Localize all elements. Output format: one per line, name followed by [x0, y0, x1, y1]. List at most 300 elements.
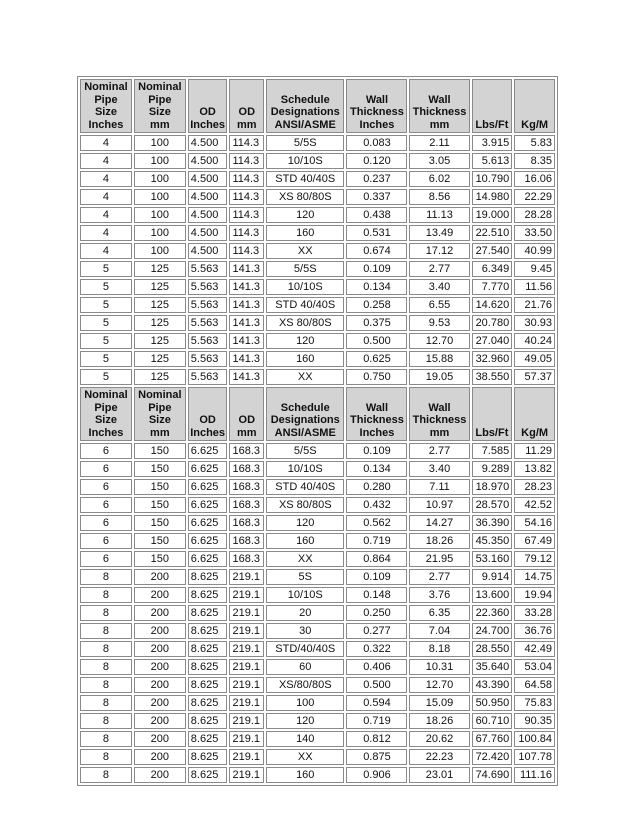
cell-schedule: 10/10S [266, 587, 344, 603]
cell-kg-m: 75.83 [514, 695, 555, 711]
cell-nps-inches: 4 [80, 243, 132, 259]
cell-nps-inches: 8 [80, 713, 132, 729]
cell-nps-inches: 6 [80, 551, 132, 567]
cell-lbs-ft: 9.914 [472, 569, 513, 585]
cell-lbs-ft: 20.780 [472, 315, 513, 331]
cell-wall-inches: 0.109 [346, 443, 407, 459]
cell-od-mm: 141.3 [229, 333, 264, 349]
cell-nps-inches: 8 [80, 569, 132, 585]
cell-wall-inches: 0.500 [346, 333, 407, 349]
table-row [80, 569, 555, 585]
cell-lbs-ft: 22.510 [472, 225, 513, 241]
cell-schedule: 10/10S [266, 153, 344, 169]
cell-schedule: 120 [266, 515, 344, 531]
table-row [80, 171, 555, 187]
cell-nps-inches: 8 [80, 641, 132, 657]
cell-wall-mm: 20.62 [409, 731, 469, 747]
cell-lbs-ft: 36.390 [472, 515, 513, 531]
cell-od-mm: 168.3 [229, 515, 264, 531]
table-row [80, 659, 555, 675]
cell-wall-inches: 0.134 [346, 461, 407, 477]
cell-wall-mm: 2.77 [409, 443, 469, 459]
cell-nps-mm: 100 [134, 153, 186, 169]
cell-lbs-ft: 9.289 [472, 461, 513, 477]
cell-schedule: XS 80/80S [266, 315, 344, 331]
cell-kg-m: 53.04 [514, 659, 555, 675]
cell-nps-mm: 200 [134, 641, 186, 657]
column-header-od-inches: OD Inches [188, 79, 228, 133]
cell-wall-inches: 0.322 [346, 641, 407, 657]
cell-kg-m: 36.76 [514, 623, 555, 639]
table-row [80, 279, 555, 295]
cell-od-inches: 5.563 [188, 261, 228, 277]
cell-lbs-ft: 60.710 [472, 713, 513, 729]
cell-wall-inches: 0.864 [346, 551, 407, 567]
cell-schedule: XS 80/80S [266, 189, 344, 205]
cell-nps-inches: 8 [80, 749, 132, 765]
cell-wall-mm: 2.77 [409, 261, 469, 277]
cell-od-inches: 6.625 [188, 461, 228, 477]
cell-od-inches: 4.500 [188, 225, 228, 241]
table-row [80, 497, 555, 513]
column-header-kg-m: Kg/M [514, 79, 555, 133]
cell-nps-mm: 100 [134, 189, 186, 205]
cell-nps-mm: 200 [134, 605, 186, 621]
table-row [80, 369, 555, 385]
table-row [80, 333, 555, 349]
column-header-nps-mm: Nominal Pipe Size mm [134, 387, 186, 441]
cell-wall-mm: 6.55 [409, 297, 469, 313]
cell-od-inches: 5.563 [188, 333, 228, 349]
cell-lbs-ft: 43.390 [472, 677, 513, 693]
cell-schedule: 100 [266, 695, 344, 711]
cell-od-inches: 8.625 [188, 659, 228, 675]
cell-od-inches: 6.625 [188, 551, 228, 567]
cell-od-mm: 219.1 [229, 641, 264, 657]
column-header-od-inches: OD Inches [188, 387, 228, 441]
table-row [80, 587, 555, 603]
cell-schedule: 30 [266, 623, 344, 639]
cell-od-mm: 168.3 [229, 461, 264, 477]
column-header-nps-inches: Nominal Pipe Size Inches [80, 79, 132, 133]
cell-nps-inches: 4 [80, 135, 132, 151]
cell-nps-inches: 8 [80, 605, 132, 621]
cell-nps-mm: 200 [134, 731, 186, 747]
cell-lbs-ft: 6.349 [472, 261, 513, 277]
cell-wall-mm: 19.05 [409, 369, 469, 385]
cell-wall-mm: 7.04 [409, 623, 469, 639]
cell-od-mm: 141.3 [229, 261, 264, 277]
column-header-wall-mm: Wall Thickness mm [409, 79, 469, 133]
cell-schedule: 5/5S [266, 443, 344, 459]
cell-od-inches: 8.625 [188, 605, 228, 621]
cell-wall-inches: 0.406 [346, 659, 407, 675]
cell-od-mm: 114.3 [229, 135, 264, 151]
cell-wall-inches: 0.258 [346, 297, 407, 313]
cell-nps-inches: 6 [80, 461, 132, 477]
cell-kg-m: 16.06 [514, 171, 555, 187]
cell-kg-m: 42.52 [514, 497, 555, 513]
cell-kg-m: 49.05 [514, 351, 555, 367]
cell-wall-mm: 22.23 [409, 749, 469, 765]
cell-kg-m: 21.76 [514, 297, 555, 313]
cell-od-mm: 114.3 [229, 225, 264, 241]
table-row [80, 749, 555, 765]
cell-nps-inches: 5 [80, 297, 132, 313]
cell-od-mm: 219.1 [229, 677, 264, 693]
cell-schedule: 10/10S [266, 279, 344, 295]
cell-kg-m: 13.82 [514, 461, 555, 477]
cell-schedule: STD 40/40S [266, 171, 344, 187]
table-row [80, 623, 555, 639]
cell-schedule: XX [266, 369, 344, 385]
cell-lbs-ft: 22.360 [472, 605, 513, 621]
cell-kg-m: 8.35 [514, 153, 555, 169]
cell-wall-inches: 0.109 [346, 569, 407, 585]
cell-wall-mm: 12.70 [409, 333, 469, 349]
header-row [80, 79, 555, 133]
cell-nps-inches: 8 [80, 659, 132, 675]
cell-lbs-ft: 38.550 [472, 369, 513, 385]
table-row [80, 479, 555, 495]
cell-od-inches: 6.625 [188, 515, 228, 531]
cell-wall-mm: 8.18 [409, 641, 469, 657]
cell-od-mm: 219.1 [229, 623, 264, 639]
cell-od-inches: 4.500 [188, 153, 228, 169]
cell-wall-mm: 3.05 [409, 153, 469, 169]
cell-nps-mm: 150 [134, 497, 186, 513]
cell-od-mm: 114.3 [229, 153, 264, 169]
column-header-wall-inches: Wall Thickness Inches [346, 79, 407, 133]
cell-lbs-ft: 53.160 [472, 551, 513, 567]
cell-kg-m: 64.58 [514, 677, 555, 693]
cell-wall-inches: 0.432 [346, 497, 407, 513]
cell-od-mm: 141.3 [229, 315, 264, 331]
cell-nps-inches: 6 [80, 443, 132, 459]
cell-od-inches: 8.625 [188, 569, 228, 585]
cell-nps-mm: 200 [134, 677, 186, 693]
table-row [80, 189, 555, 205]
cell-lbs-ft: 24.700 [472, 623, 513, 639]
cell-wall-inches: 0.531 [346, 225, 407, 241]
cell-schedule: XS/80/80S [266, 677, 344, 693]
cell-od-mm: 141.3 [229, 369, 264, 385]
cell-od-inches: 6.625 [188, 533, 228, 549]
cell-nps-mm: 200 [134, 569, 186, 585]
cell-kg-m: 33.28 [514, 605, 555, 621]
cell-nps-inches: 5 [80, 315, 132, 331]
cell-od-mm: 114.3 [229, 189, 264, 205]
table-row [80, 315, 555, 331]
column-header-kg-m: Kg/M [514, 387, 555, 441]
cell-wall-mm: 18.26 [409, 713, 469, 729]
cell-wall-inches: 0.875 [346, 749, 407, 765]
cell-lbs-ft: 7.585 [472, 443, 513, 459]
cell-lbs-ft: 14.980 [472, 189, 513, 205]
cell-nps-mm: 150 [134, 443, 186, 459]
cell-nps-inches: 8 [80, 695, 132, 711]
cell-od-inches: 4.500 [188, 243, 228, 259]
cell-wall-inches: 0.277 [346, 623, 407, 639]
cell-schedule: 5/5S [266, 135, 344, 151]
table-row [80, 207, 555, 223]
cell-lbs-ft: 28.550 [472, 641, 513, 657]
cell-wall-inches: 0.906 [346, 767, 407, 783]
table-row [80, 243, 555, 259]
table-row [80, 225, 555, 241]
cell-od-inches: 4.500 [188, 207, 228, 223]
cell-od-mm: 219.1 [229, 767, 264, 783]
cell-kg-m: 11.56 [514, 279, 555, 295]
cell-wall-inches: 0.280 [346, 479, 407, 495]
cell-kg-m: 30.93 [514, 315, 555, 331]
cell-od-inches: 8.625 [188, 677, 228, 693]
cell-nps-mm: 150 [134, 479, 186, 495]
cell-wall-inches: 0.237 [346, 171, 407, 187]
column-header-lbs-ft: Lbs/Ft [472, 387, 513, 441]
table-row [80, 767, 555, 783]
cell-nps-inches: 5 [80, 279, 132, 295]
cell-nps-mm: 100 [134, 225, 186, 241]
cell-kg-m: 100.84 [514, 731, 555, 747]
cell-od-inches: 8.625 [188, 731, 228, 747]
cell-nps-inches: 8 [80, 731, 132, 747]
cell-lbs-ft: 50.950 [472, 695, 513, 711]
cell-wall-inches: 0.625 [346, 351, 407, 367]
cell-nps-mm: 150 [134, 461, 186, 477]
cell-kg-m: 57.37 [514, 369, 555, 385]
cell-nps-mm: 125 [134, 297, 186, 313]
cell-od-inches: 4.500 [188, 189, 228, 205]
cell-schedule: 10/10S [266, 461, 344, 477]
cell-wall-mm: 3.40 [409, 279, 469, 295]
cell-nps-mm: 125 [134, 279, 186, 295]
cell-schedule: XX [266, 243, 344, 259]
cell-wall-mm: 12.70 [409, 677, 469, 693]
cell-schedule: 5/5S [266, 261, 344, 277]
cell-od-mm: 141.3 [229, 351, 264, 367]
cell-od-mm: 141.3 [229, 297, 264, 313]
cell-wall-mm: 23.01 [409, 767, 469, 783]
cell-wall-inches: 0.594 [346, 695, 407, 711]
cell-schedule: 140 [266, 731, 344, 747]
cell-nps-inches: 6 [80, 497, 132, 513]
column-header-lbs-ft: Lbs/Ft [472, 79, 513, 133]
cell-kg-m: 33.50 [514, 225, 555, 241]
cell-od-mm: 219.1 [229, 713, 264, 729]
cell-lbs-ft: 19.000 [472, 207, 513, 223]
cell-od-inches: 6.625 [188, 479, 228, 495]
cell-od-inches: 8.625 [188, 623, 228, 639]
table-row [80, 533, 555, 549]
cell-nps-mm: 150 [134, 551, 186, 567]
cell-kg-m: 5.83 [514, 135, 555, 151]
cell-kg-m: 19.94 [514, 587, 555, 603]
cell-kg-m: 22.29 [514, 189, 555, 205]
cell-lbs-ft: 7.770 [472, 279, 513, 295]
cell-od-inches: 4.500 [188, 171, 228, 187]
table-row [80, 135, 555, 151]
table-row [80, 605, 555, 621]
cell-od-inches: 8.625 [188, 587, 228, 603]
cell-lbs-ft: 13.600 [472, 587, 513, 603]
cell-wall-mm: 7.11 [409, 479, 469, 495]
cell-od-mm: 114.3 [229, 207, 264, 223]
cell-lbs-ft: 32.960 [472, 351, 513, 367]
cell-od-mm: 219.1 [229, 749, 264, 765]
cell-od-mm: 219.1 [229, 587, 264, 603]
cell-nps-inches: 6 [80, 515, 132, 531]
cell-nps-mm: 125 [134, 333, 186, 349]
column-header-od-mm: OD mm [229, 387, 264, 441]
table-row [80, 297, 555, 313]
cell-wall-inches: 0.337 [346, 189, 407, 205]
cell-nps-inches: 5 [80, 351, 132, 367]
cell-wall-mm: 6.02 [409, 171, 469, 187]
cell-od-mm: 168.3 [229, 497, 264, 513]
cell-kg-m: 40.99 [514, 243, 555, 259]
cell-schedule: 160 [266, 767, 344, 783]
cell-schedule: XX [266, 749, 344, 765]
cell-od-inches: 8.625 [188, 767, 228, 783]
cell-lbs-ft: 67.760 [472, 731, 513, 747]
cell-od-mm: 168.3 [229, 479, 264, 495]
cell-nps-inches: 4 [80, 207, 132, 223]
cell-wall-mm: 3.40 [409, 461, 469, 477]
cell-nps-inches: 6 [80, 533, 132, 549]
cell-nps-inches: 4 [80, 189, 132, 205]
table-row [80, 677, 555, 693]
cell-schedule: STD 40/40S [266, 479, 344, 495]
cell-nps-mm: 200 [134, 587, 186, 603]
cell-lbs-ft: 18.970 [472, 479, 513, 495]
cell-nps-mm: 100 [134, 171, 186, 187]
column-header-schedule: Schedule Designations ANSI/ASME [266, 387, 344, 441]
cell-nps-mm: 200 [134, 767, 186, 783]
cell-nps-inches: 5 [80, 261, 132, 277]
cell-kg-m: 28.23 [514, 479, 555, 495]
cell-wall-mm: 3.76 [409, 587, 469, 603]
table-row [80, 551, 555, 567]
cell-schedule: 60 [266, 659, 344, 675]
cell-nps-mm: 100 [134, 243, 186, 259]
table-row [80, 443, 555, 459]
cell-schedule: 160 [266, 533, 344, 549]
table-row [80, 461, 555, 477]
cell-od-mm: 219.1 [229, 659, 264, 675]
cell-od-mm: 141.3 [229, 279, 264, 295]
cell-schedule: STD/40/40S [266, 641, 344, 657]
cell-wall-mm: 6.35 [409, 605, 469, 621]
cell-nps-inches: 8 [80, 587, 132, 603]
cell-od-inches: 5.563 [188, 369, 228, 385]
cell-nps-mm: 150 [134, 533, 186, 549]
cell-wall-inches: 0.500 [346, 677, 407, 693]
cell-kg-m: 107.78 [514, 749, 555, 765]
cell-kg-m: 111.16 [514, 767, 555, 783]
cell-lbs-ft: 27.540 [472, 243, 513, 259]
cell-lbs-ft: 27.040 [472, 333, 513, 349]
cell-nps-inches: 8 [80, 677, 132, 693]
cell-wall-inches: 0.674 [346, 243, 407, 259]
table-row [80, 731, 555, 747]
table-row [80, 351, 555, 367]
cell-od-mm: 219.1 [229, 695, 264, 711]
cell-lbs-ft: 72.420 [472, 749, 513, 765]
cell-wall-mm: 10.97 [409, 497, 469, 513]
cell-wall-inches: 0.750 [346, 369, 407, 385]
cell-kg-m: 54.16 [514, 515, 555, 531]
cell-kg-m: 79.12 [514, 551, 555, 567]
cell-nps-mm: 100 [134, 135, 186, 151]
cell-nps-mm: 125 [134, 261, 186, 277]
cell-wall-inches: 0.250 [346, 605, 407, 621]
cell-nps-mm: 125 [134, 315, 186, 331]
cell-lbs-ft: 35.640 [472, 659, 513, 675]
cell-nps-inches: 6 [80, 479, 132, 495]
cell-od-mm: 168.3 [229, 551, 264, 567]
cell-nps-inches: 8 [80, 623, 132, 639]
cell-od-mm: 219.1 [229, 605, 264, 621]
cell-wall-inches: 0.719 [346, 713, 407, 729]
cell-wall-inches: 0.375 [346, 315, 407, 331]
cell-nps-mm: 125 [134, 369, 186, 385]
cell-nps-inches: 4 [80, 171, 132, 187]
cell-kg-m: 11.29 [514, 443, 555, 459]
column-header-od-mm: OD mm [229, 79, 264, 133]
cell-wall-mm: 2.77 [409, 569, 469, 585]
cell-nps-mm: 200 [134, 749, 186, 765]
cell-wall-mm: 17.12 [409, 243, 469, 259]
cell-od-inches: 6.625 [188, 443, 228, 459]
cell-kg-m: 28.28 [514, 207, 555, 223]
cell-kg-m: 67.49 [514, 533, 555, 549]
header-row [80, 387, 555, 441]
cell-wall-inches: 0.562 [346, 515, 407, 531]
cell-wall-mm: 10.31 [409, 659, 469, 675]
cell-nps-mm: 200 [134, 713, 186, 729]
cell-od-mm: 114.3 [229, 171, 264, 187]
cell-wall-inches: 0.719 [346, 533, 407, 549]
cell-od-inches: 5.563 [188, 315, 228, 331]
cell-schedule: STD 40/40S [266, 297, 344, 313]
cell-schedule: 120 [266, 713, 344, 729]
cell-nps-inches: 5 [80, 333, 132, 349]
cell-od-inches: 5.563 [188, 297, 228, 313]
cell-nps-inches: 8 [80, 767, 132, 783]
cell-nps-mm: 125 [134, 351, 186, 367]
table-row [80, 695, 555, 711]
cell-od-inches: 8.625 [188, 749, 228, 765]
cell-od-inches: 5.563 [188, 279, 228, 295]
cell-schedule: XX [266, 551, 344, 567]
cell-schedule: 160 [266, 351, 344, 367]
cell-wall-mm: 21.95 [409, 551, 469, 567]
cell-lbs-ft: 3.915 [472, 135, 513, 151]
cell-nps-mm: 100 [134, 207, 186, 223]
cell-schedule: 20 [266, 605, 344, 621]
cell-nps-inches: 4 [80, 225, 132, 241]
cell-lbs-ft: 5.613 [472, 153, 513, 169]
cell-od-mm: 168.3 [229, 533, 264, 549]
column-header-schedule: Schedule Designations ANSI/ASME [266, 79, 344, 133]
cell-wall-inches: 0.120 [346, 153, 407, 169]
cell-wall-mm: 18.26 [409, 533, 469, 549]
cell-od-inches: 6.625 [188, 497, 228, 513]
cell-nps-mm: 200 [134, 695, 186, 711]
cell-wall-mm: 14.27 [409, 515, 469, 531]
cell-wall-inches: 0.438 [346, 207, 407, 223]
